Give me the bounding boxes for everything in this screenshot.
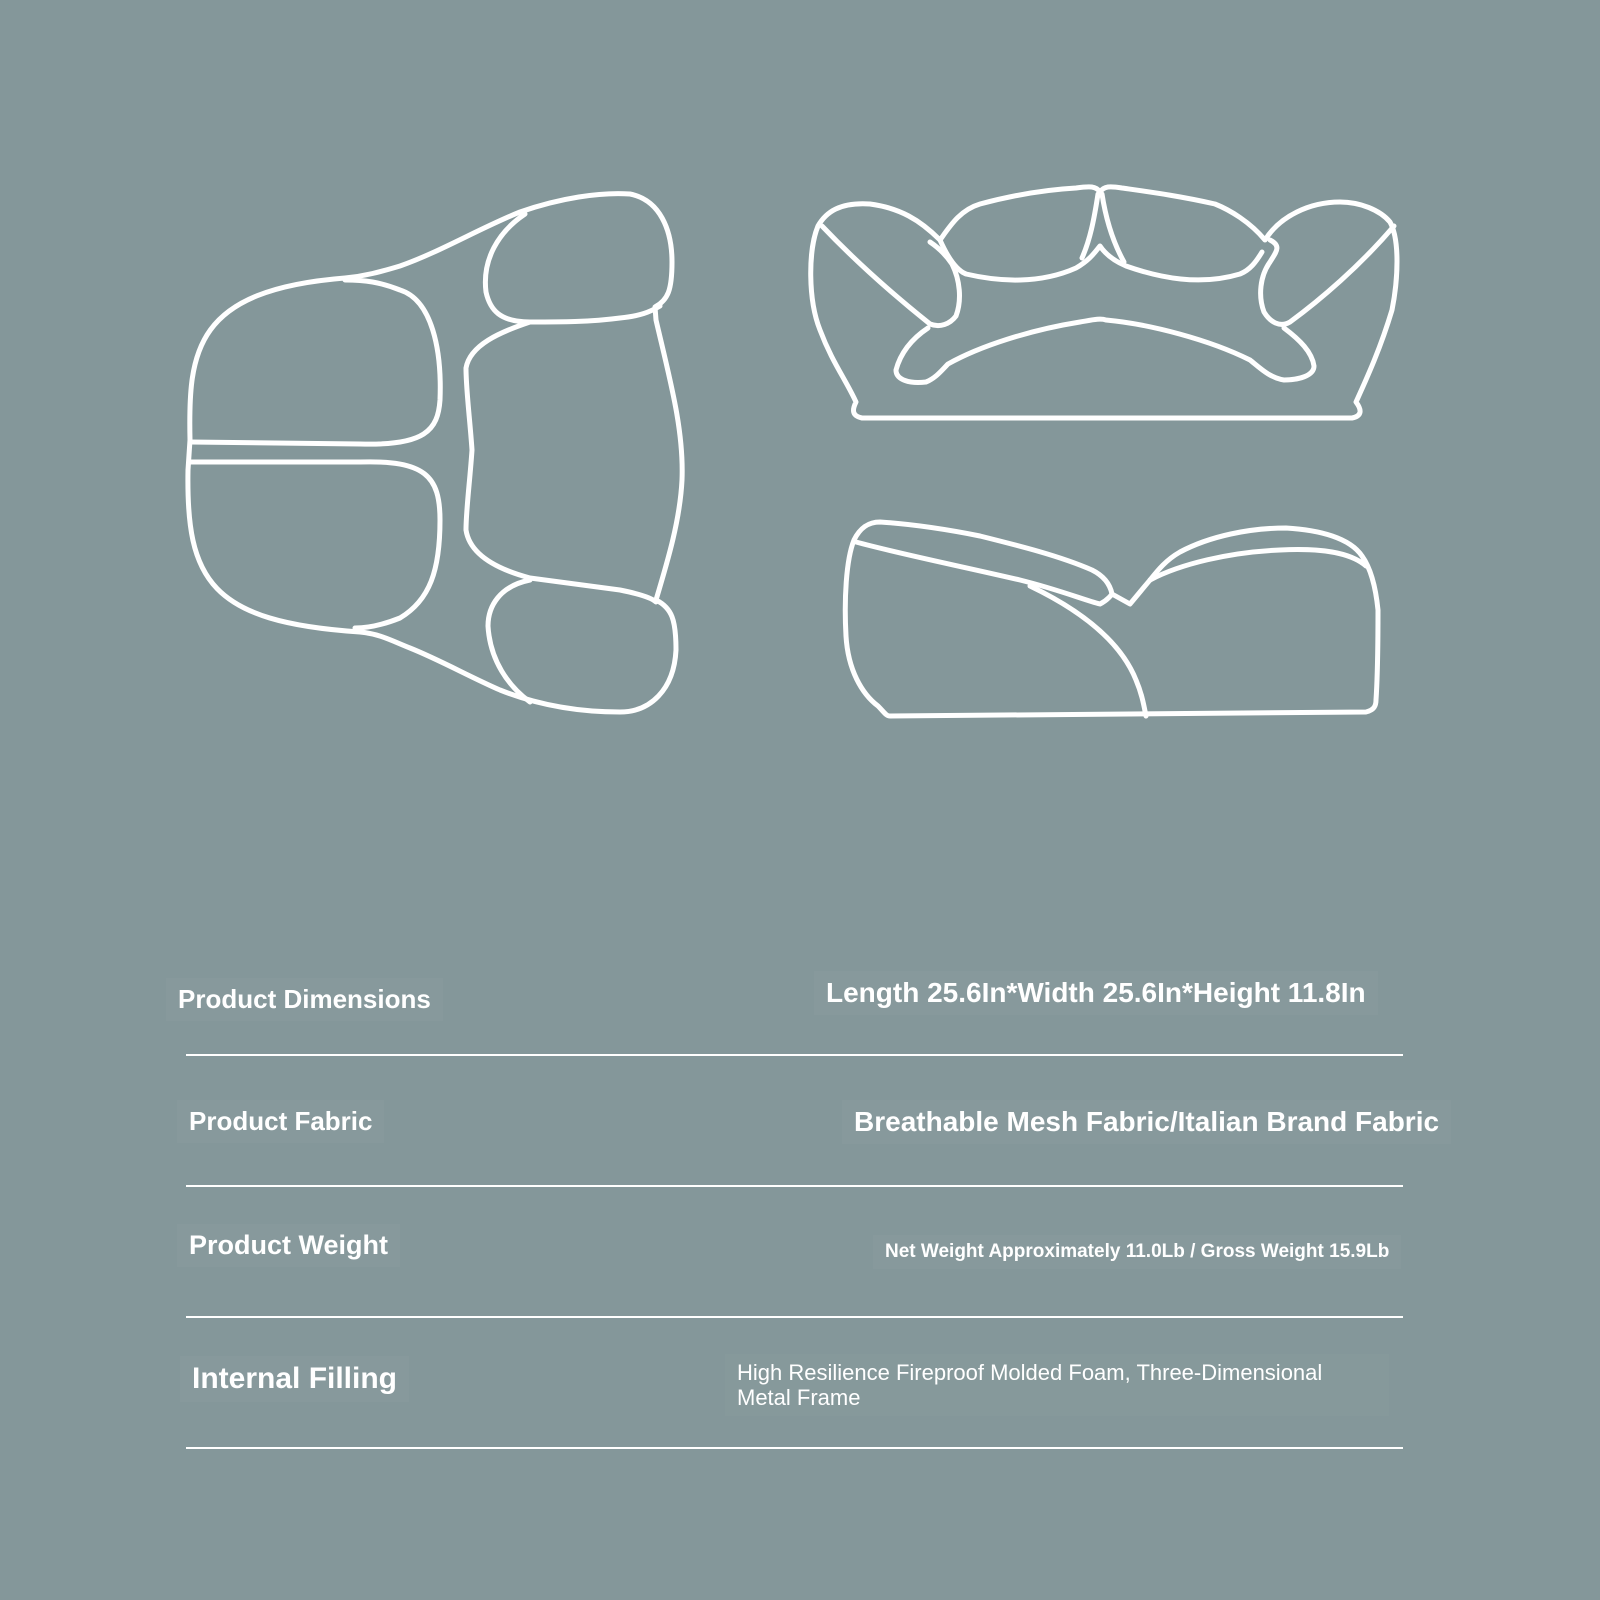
spec-label: Product Dimensions bbox=[166, 978, 443, 1021]
spec-label: Internal Filling bbox=[180, 1356, 409, 1402]
spec-value: Net Weight Approximately 11.0Lb / Gross Weight 15.9Lb bbox=[873, 1235, 1401, 1269]
spec-label: Product Weight bbox=[177, 1224, 400, 1267]
spec-value: High Resilience Fireproof Molded Foam, Three-Dimensional Metal Frame bbox=[725, 1354, 1389, 1416]
row-divider bbox=[186, 1447, 1403, 1449]
row-divider bbox=[186, 1054, 1403, 1056]
row-divider bbox=[186, 1316, 1403, 1318]
spec-value: Length 25.6In*Width 25.6In*Height 11.8In bbox=[814, 971, 1378, 1015]
spec-value: Breathable Mesh Fabric/Italian Brand Fabric bbox=[842, 1100, 1451, 1144]
spec-label: Product Fabric bbox=[177, 1100, 384, 1143]
row-divider bbox=[186, 1185, 1403, 1187]
